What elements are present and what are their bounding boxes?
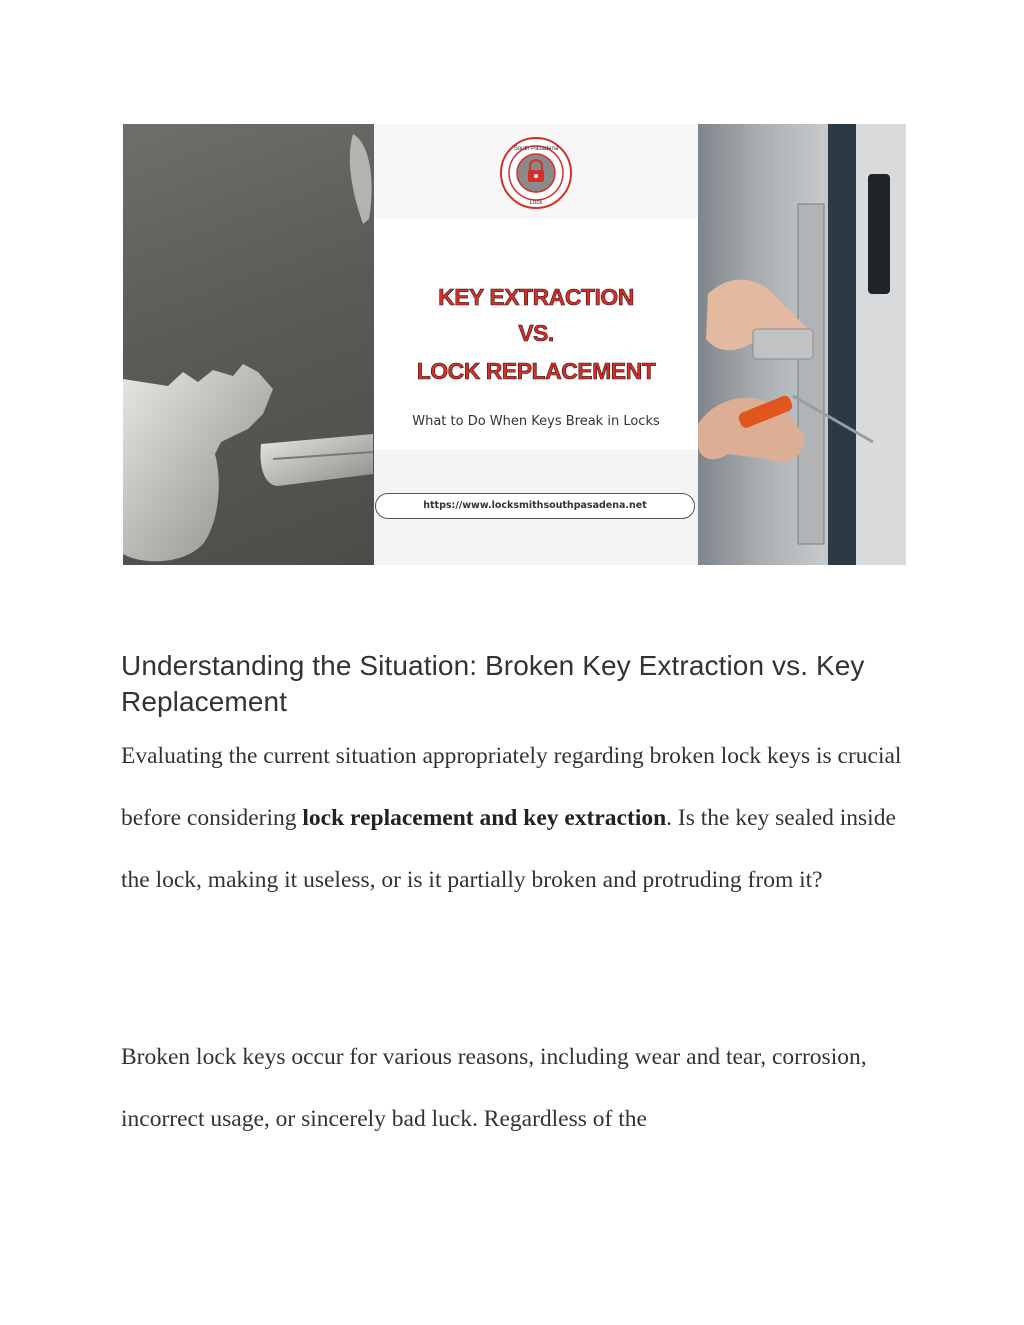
- article-heading: Understanding the Situation: Broken Key Extraction vs. Key Replacement: [121, 650, 865, 717]
- paragraph-1-bold-link-text: lock replacement and key extraction: [302, 805, 667, 831]
- banner-title-line1: KEY EXTRACTION: [438, 284, 634, 310]
- banner-subtitle: What to Do When Keys Break in Locks: [412, 414, 660, 429]
- banner-center-panel: [374, 124, 698, 565]
- logo-text-bottom: Lock: [529, 200, 543, 206]
- padlock-logo-icon: [499, 136, 573, 210]
- banner-title-line3: LOCK REPLACEMENT: [416, 358, 656, 384]
- logo-text-top: South Pasadena: [513, 146, 559, 152]
- banner-image: [123, 124, 906, 565]
- paragraph-1-text-end: . Is the key sealed inside the lock, making it useless, or is it partially broken and protruding from it?: [121, 805, 896, 893]
- door-lock-photo: [698, 124, 906, 565]
- locksmith-hands-illustration: [698, 124, 906, 565]
- banner-url: https://www.locksmithsouthpasadena.net: [375, 493, 695, 519]
- paragraph-2: Broken lock keys occur for various reasons, including wear and tear, corrosion, incorrect usage, or sincerely bad luck. Regardless of the: [121, 1044, 867, 1132]
- banner-title-line2: VS.: [518, 320, 554, 346]
- paragraph-1-text-start: Evaluating the current situation appropriately regarding broken lock keys is crucial before considering: [121, 743, 902, 831]
- broken-key-illustration: [123, 124, 374, 565]
- broken-key-photo: [123, 124, 374, 565]
- paragraph-1: [121, 725, 921, 911]
